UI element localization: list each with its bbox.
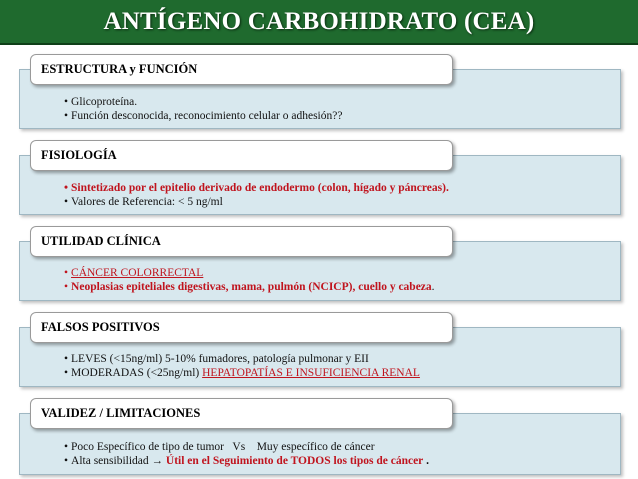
bullet-list	[64, 352, 420, 380]
list-item: • Función desconocida, reconocimiento celular o adhesión??	[64, 110, 343, 122]
list-item: • Alta sensibilidad → Útil en el Seguimiento de TODOS los tipos de cáncer .	[64, 455, 430, 467]
arrow-icon: →	[151, 455, 164, 467]
list-item: • LEVES (<15ng/ml) 5-10% fumadores, patología pulmonar y EII	[64, 353, 369, 365]
section-heading-box	[30, 140, 453, 171]
slide-title: ANTÍGENO CARBOHIDRATO (CEA)	[103, 7, 535, 35]
bullet-list	[64, 95, 342, 123]
list-item: • Sintetizado por el epitelio derivado de endodermo (colon, hígado y páncreas).	[64, 182, 449, 194]
bullet-list	[64, 266, 435, 294]
list-item: • Neoplasias epiteliales digestivas, mama, pulmón (NCICP), cuello y cabeza.	[64, 281, 435, 293]
bullet-list	[64, 440, 429, 468]
bullet-list	[64, 181, 449, 209]
section-heading: VALIDEZ / LIMITACIONES	[41, 406, 201, 420]
section-heading-box	[30, 312, 453, 343]
section-heading: UTILIDAD CLÍNICA	[41, 234, 161, 248]
section-heading-box	[30, 54, 453, 85]
section-heading-box	[30, 398, 453, 429]
list-item: • MODERADAS (<25ng/ml) HEPATOPATÍAS E INSUFICIENCIA RENAL	[64, 367, 420, 379]
section-heading-box	[30, 226, 453, 257]
list-item: • CÁNCER COLORRECTAL	[64, 267, 204, 279]
list-item: • Valores de Referencia: < 5 ng/ml	[64, 196, 223, 208]
list-item: • Glicoproteína.	[64, 96, 138, 108]
list-item: • Poco Específico de tipo de tumor Vs Muy específico de cáncer	[64, 441, 375, 453]
section-heading: FISIOLOGÍA	[41, 148, 117, 162]
section-heading: FALSOS POSITIVOS	[41, 320, 160, 334]
section-heading: ESTRUCTURA y FUNCIÓN	[41, 62, 198, 76]
slide-title-bar	[0, 0, 638, 45]
